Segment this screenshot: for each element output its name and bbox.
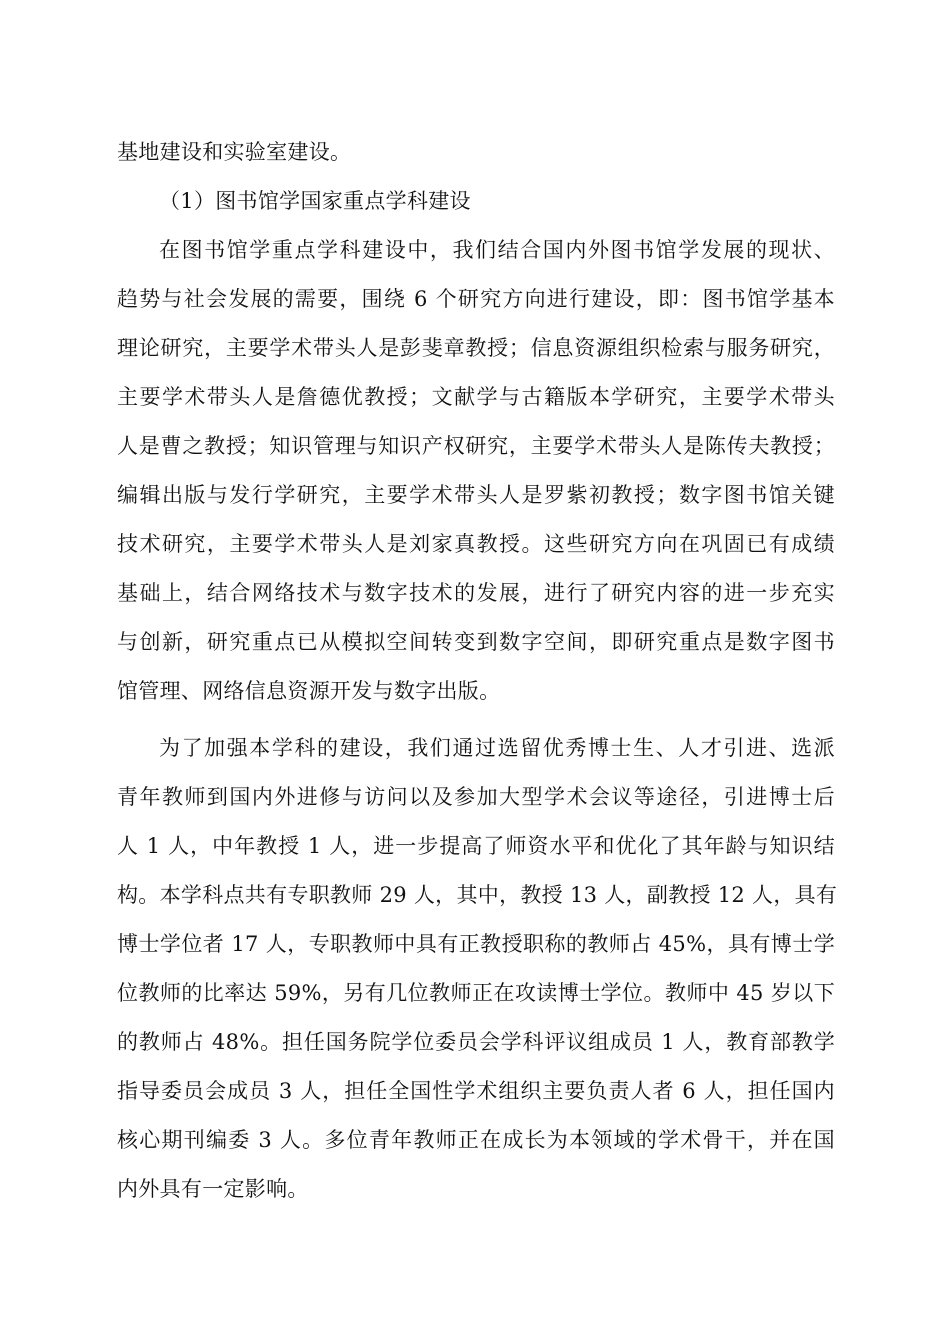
intro-line: 基地建设和实验室建设。 [117, 140, 352, 164]
paragraph-line: 人 1 人，中年教授 1 人，进一步提高了师资水平和优化了其年龄与知识结 [117, 834, 835, 858]
paragraph-line: 青年教师到国内外进修与访问以及参加大型学术会议等途径，引进博士后 [117, 785, 835, 809]
paragraph-line: 位教师的比率达 59%，另有几位教师正在攻读博士学位。教师中 45 岁以下 [117, 981, 835, 1005]
paragraph-line: 核心期刊编委 3 人。多位青年教师正在成长为本领域的学术骨干，并在国 [117, 1128, 835, 1152]
paragraph-line: 在图书馆学重点学科建设中，我们结合国内外图书馆学发展的现状、 [159, 238, 835, 262]
paragraph-line: 馆管理、网络信息资源开发与数字出版。 [117, 679, 501, 703]
paragraph-line: 的教师占 48%。担任国务院学位委员会学科评议组成员 1 人，教育部教学 [117, 1030, 835, 1054]
paragraph-line: 技术研究，主要学术带头人是刘家真教授。这些研究方向在巩固已有成绩 [117, 532, 835, 556]
paragraph-line: 主要学术带头人是詹德优教授；文献学与古籍版本学研究，主要学术带头 [117, 385, 835, 409]
paragraph-line: 指导委员会成员 3 人，担任全国性学术组织主要负责人者 6 人，担任国内 [117, 1079, 835, 1103]
body-text [117, 128, 838, 1214]
section-heading: （1）图书馆学国家重点学科建设 [159, 189, 471, 213]
paragraph-line: 为了加强本学科的建设，我们通过选留优秀博士生、人才引进、选派 [159, 736, 835, 760]
paragraph-line: 内外具有一定影响。 [117, 1177, 309, 1201]
paragraph-2 [117, 724, 838, 1214]
paragraph-line: 构。本学科点共有专职教师 29 人，其中，教授 13 人，副教授 12 人，具有 [117, 883, 838, 907]
paragraph-line: 与创新，研究重点已从模拟空间转变到数字空间，即研究重点是数字图书 [117, 630, 835, 654]
paragraph-line: 基础上，结合网络技术与数字技术的发展，进行了研究内容的进一步充实 [117, 581, 835, 605]
paragraph-line: 博士学位者 17 人，专职教师中具有正教授职称的教师占 45%，具有博士学 [117, 932, 835, 956]
paragraph-spacer [117, 716, 835, 724]
paragraph-line: 编辑出版与发行学研究，主要学术带头人是罗紫初教授；数字图书馆关键 [117, 483, 835, 507]
paragraph-line: 理论研究，主要学术带头人是彭斐章教授；信息资源组织检索与服务研究， [117, 336, 835, 360]
paragraph-line: 趋势与社会发展的需要，围绕 6 个研究方向进行建设，即：图书馆学基本 [117, 287, 835, 311]
paragraph-line: 人是曹之教授；知识管理与知识产权研究，主要学术带头人是陈传夫教授； [117, 434, 835, 458]
paragraph-1 [117, 226, 835, 716]
